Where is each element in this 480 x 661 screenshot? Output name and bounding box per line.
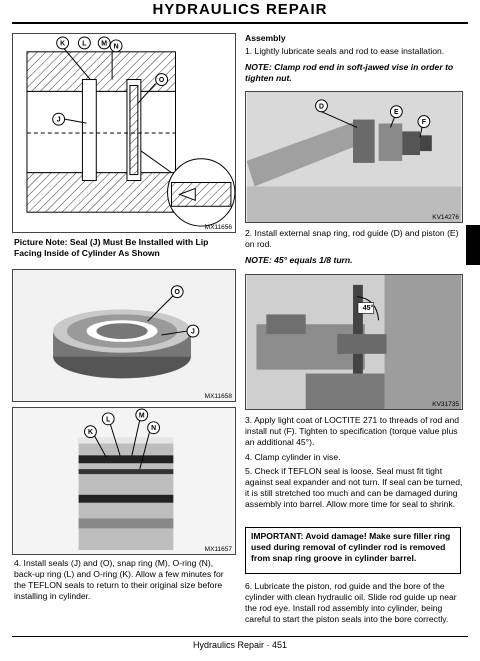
callout-n-label: N bbox=[113, 43, 119, 51]
callout-k-label: K bbox=[87, 429, 93, 437]
callout-k-label: K bbox=[60, 40, 66, 48]
footer-rule bbox=[12, 636, 468, 637]
page-footer: Hydraulics Repair · 451 bbox=[192, 640, 288, 650]
callout-o-label: O bbox=[174, 289, 180, 297]
callout-j-label: J bbox=[191, 328, 195, 336]
callout-e-label: E bbox=[394, 109, 399, 117]
piston-rings-photo bbox=[13, 408, 235, 554]
page-title: HYDRAULICS REPAIR bbox=[152, 1, 328, 18]
callout-n-label: N bbox=[151, 425, 157, 433]
cross-section-drawing bbox=[13, 34, 235, 232]
callout-j-label: J bbox=[56, 116, 61, 124]
right-step-6: 6. Lubricate the piston, rod guide and the bore of the cylinder with clean hydraulic oil. Slide rod guide up near the rod eye. Install rod assembly into cylinder, being careful to start the piston seals into the bore correctly. bbox=[245, 581, 457, 624]
picture-note: Picture Note: Seal (J) Must Be Installed with Lip Facing Inside of Cylinder As Shown bbox=[14, 237, 209, 258]
vise-photo bbox=[246, 275, 462, 409]
figure-vise-photo bbox=[245, 274, 463, 410]
figure-code: KV31735 bbox=[432, 401, 459, 408]
callout-f-label: F bbox=[421, 119, 427, 127]
figure-code: MX11657 bbox=[204, 546, 232, 553]
thumb-tab bbox=[466, 225, 480, 265]
callout-l-label: L bbox=[106, 416, 111, 424]
callout-o-label: O bbox=[158, 77, 165, 85]
assembly-heading: Assembly bbox=[245, 33, 286, 43]
right-step-3: 3. Apply light coat of LOCTITE 271 to threads of rod and install nut (F). Tighten to specification (torque value plus an additional 45°). bbox=[245, 415, 460, 447]
note-2: NOTE: 45° equals 1/8 turn. bbox=[245, 255, 353, 265]
seal-photo bbox=[13, 270, 235, 401]
header-rule bbox=[12, 22, 468, 24]
callout-m-label: M bbox=[101, 40, 108, 48]
figure-rod-assembly-photo bbox=[245, 91, 463, 223]
right-step-2: 2. Install external snap ring, rod guide (D) and piston (E) on rod. bbox=[245, 228, 459, 249]
figure-piston-rings-photo bbox=[12, 407, 236, 555]
important-box: IMPORTANT: Avoid damage! Make sure filler ring used during removal of cylinder rod is removed from snap ring groove in cylinder barrel. bbox=[245, 527, 461, 574]
callout-l-label: L bbox=[82, 40, 87, 48]
figure-seal-photo bbox=[12, 269, 236, 402]
callout-m-label: M bbox=[138, 412, 145, 420]
figure-code: MX11656 bbox=[204, 224, 232, 231]
left-step-4: 4. Install seals (J) and (O), snap ring (M), O-ring (N), back-up ring (L) and O-ring (K). Allow a few minutes for the TEFLON seals to return to their original size before installing in cylinder. bbox=[14, 558, 224, 601]
rod-assembly-photo bbox=[246, 92, 462, 222]
note-1: NOTE: Clamp rod end in soft-jawed vise in order to tighten nut. bbox=[245, 62, 454, 83]
figure-code: KV14276 bbox=[432, 214, 459, 221]
right-step-4: 4. Clamp cylinder in vise. bbox=[245, 452, 341, 462]
callout-d-label: D bbox=[319, 103, 324, 111]
figure-code: MX11658 bbox=[204, 393, 232, 400]
right-step-1: 1. Lightly lubricate seals and rod to ease installation. bbox=[245, 46, 445, 56]
figure-seal-cross-section bbox=[12, 33, 236, 233]
right-step-5: 5. Check if TEFLON seal is loose. Seal must fit tight against seal expander and not turn. If seal can be turned, it is still stretched too much and can be damaged during assembly into barrel. Allow more time for seal to shrink. bbox=[245, 466, 463, 509]
angle-label: 45° bbox=[362, 305, 374, 312]
